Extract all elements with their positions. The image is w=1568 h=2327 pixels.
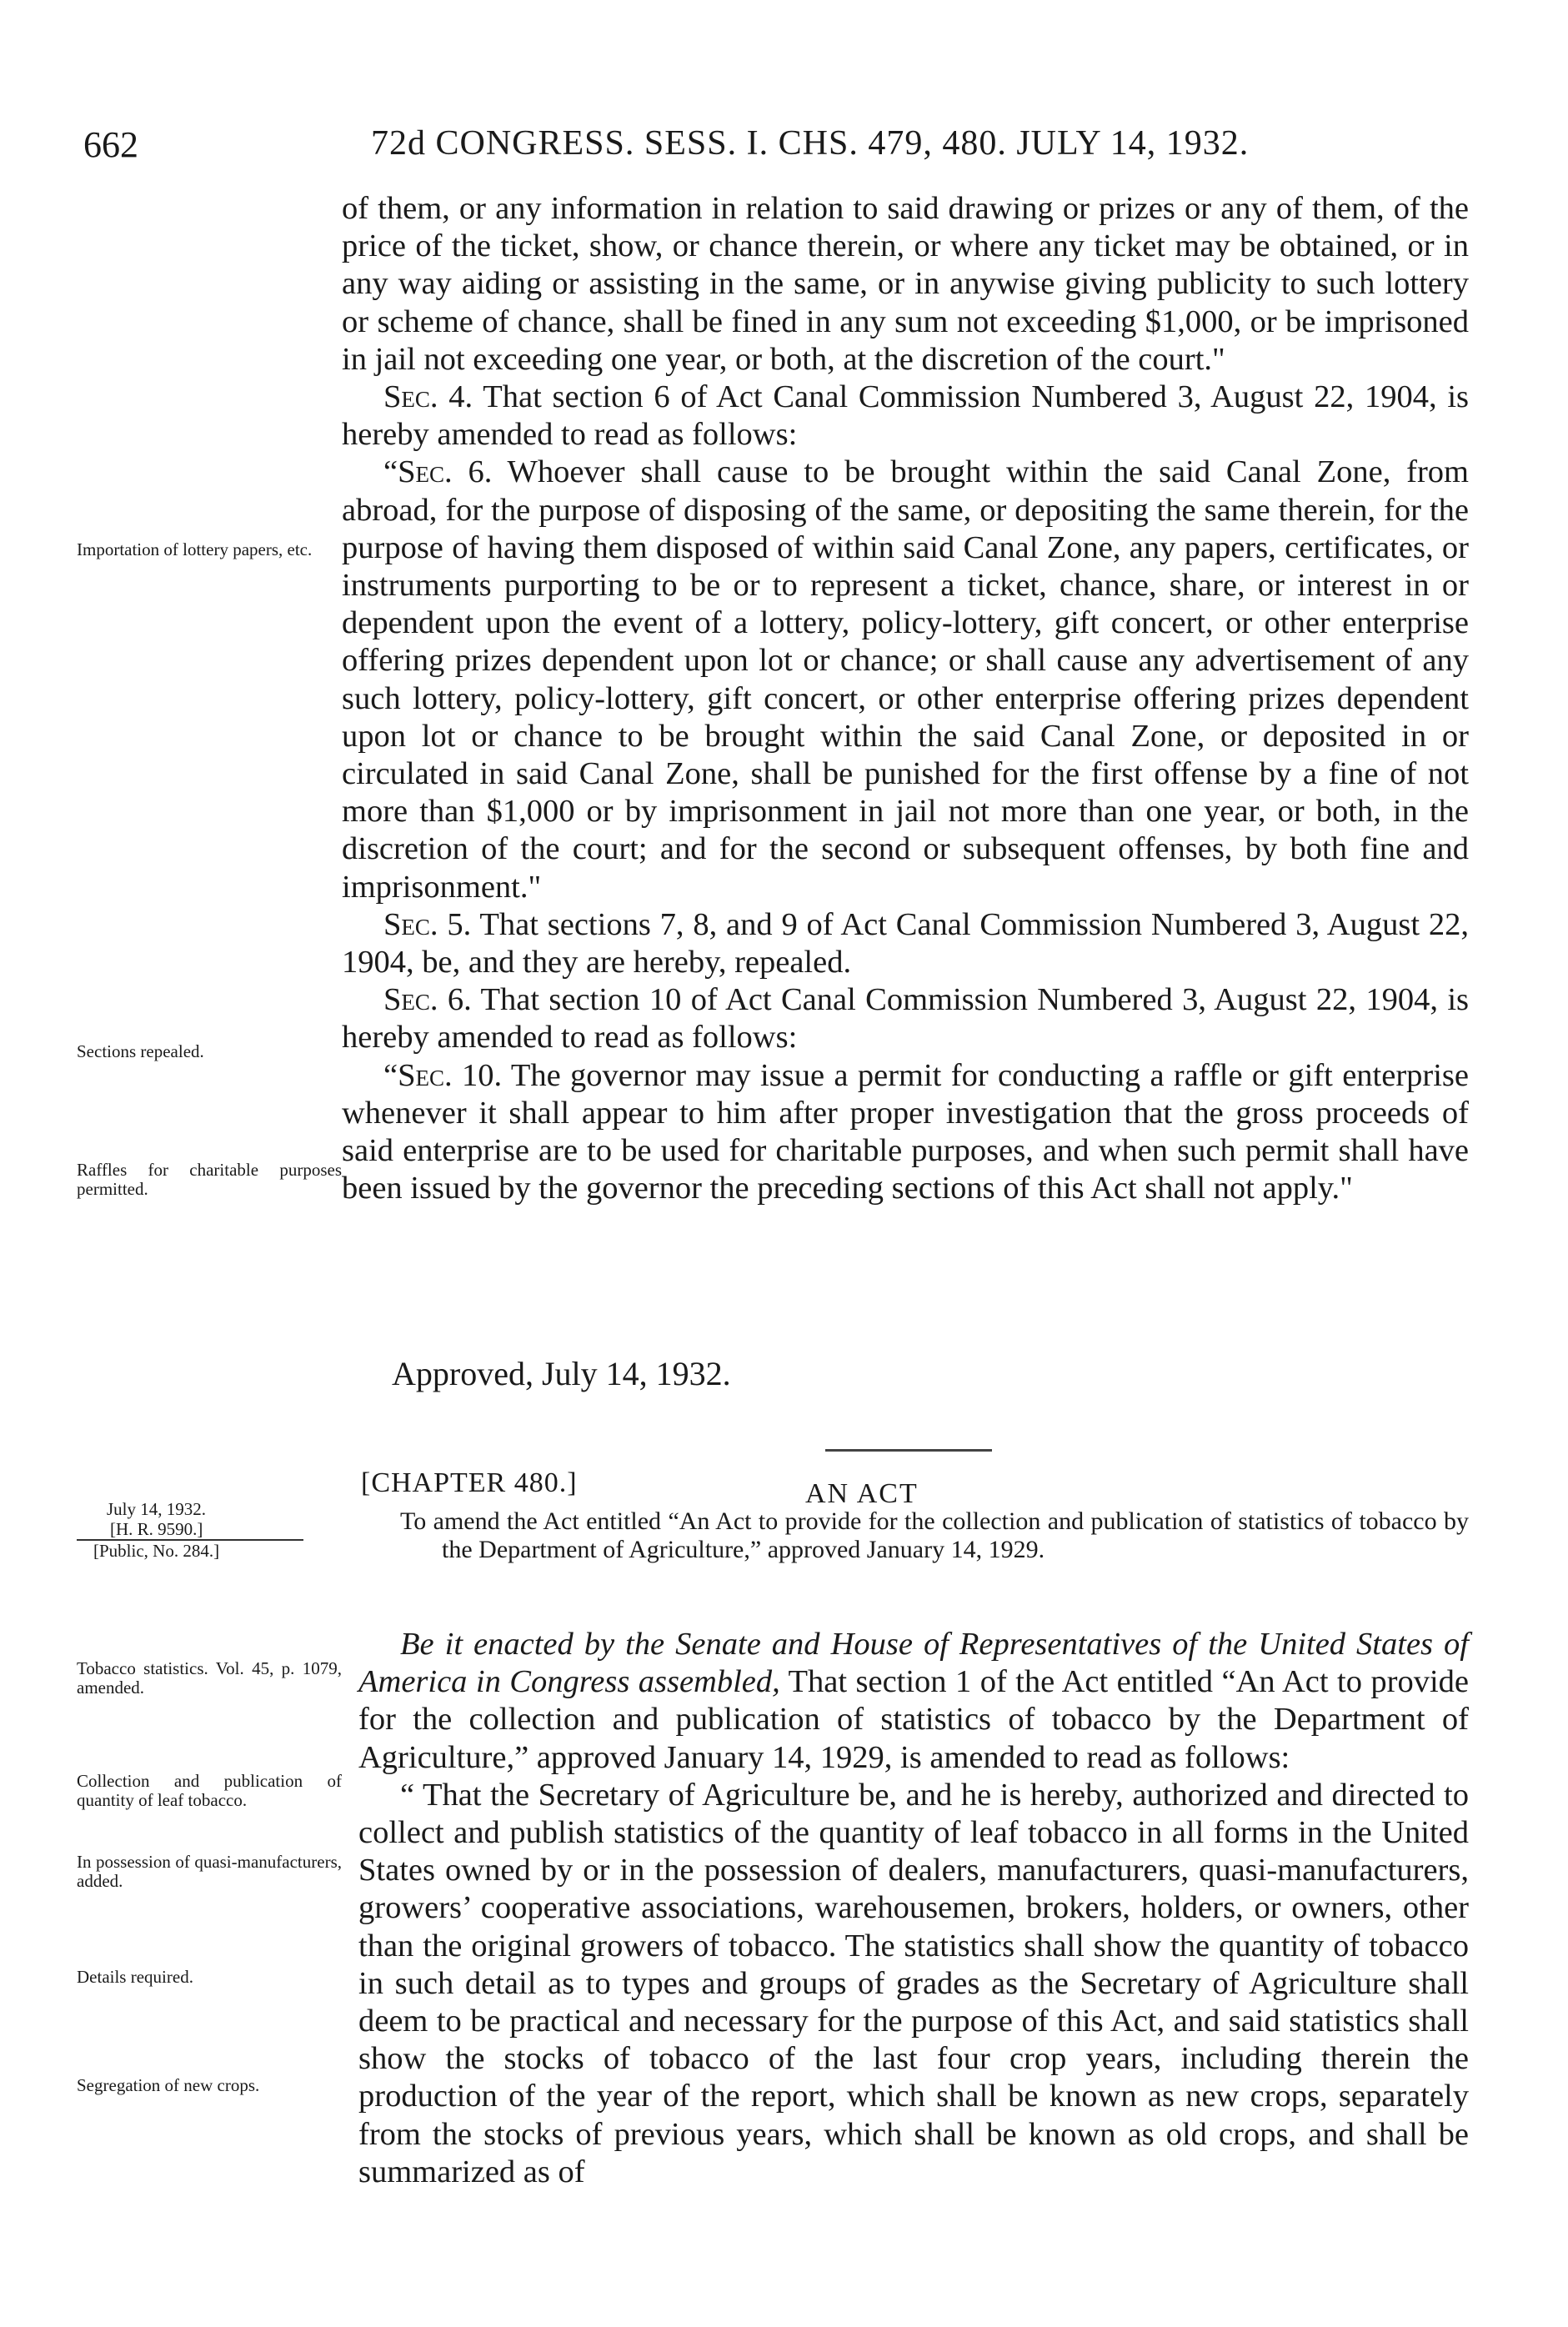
act-title: AN ACT xyxy=(805,1478,919,1509)
section-5-paragraph xyxy=(342,906,1469,981)
margin-note-importation: Importation of lottery papers, etc. xyxy=(77,539,313,559)
section-label: Sec. xyxy=(398,454,453,490)
section-4-text: 4. That section 6 of Act Canal Commission Numbered 3, August 22, 1904, is hereby amended to read as follows: xyxy=(342,379,1469,453)
section-5-text: 5. That sections 7, 8, and 9 of Act Canal Commission Numbered 3, August 22, 1904, be, and they are hereby, repealed. xyxy=(342,906,1469,980)
chapter-heading: [CHAPTER 480.] xyxy=(361,1467,578,1498)
margin-note-segregation: Segregation of new crops. xyxy=(77,2075,260,2095)
margin-note-collection: Collection and publication of quantity of leaf tobacco. xyxy=(77,1771,342,1810)
section-4-paragraph xyxy=(342,379,1469,454)
act-purpose xyxy=(400,1507,1469,1564)
chapter-479-body xyxy=(342,190,1469,1207)
margin-note-sections-repealed: Sections repealed. xyxy=(77,1041,204,1061)
section-4-quoted-text: 6. Whoever shall cause to be brought within the said Canal Zone, from abroad, for the purpose of disposing of the same, or depositing the same therein, for the purpose of having them disposed of within said Canal Zone, any papers, certificates, or instruments purporting to be or to represent a ticket, chance, share, or interest in or dependent upon the event of a lottery, policy-lottery, gift concert, or other enterprise offering prizes dependent upon lot or chance; or shall cause any advertisement of any such lottery, policy-lottery, gift concert, or other enterprise offering prizes dependent upon lot or chance to be brought within the said Canal Zone, or deposited in or circulated in said Canal Zone, shall be punished for the first offense by a fine of not more than $1,000 or by imprisonment in jail not more than one year, or both, in the discretion of the court; and for the second or subsequent offenses, by both fine and imprisonment." xyxy=(342,454,1469,905)
open-quote: “ xyxy=(383,454,398,490)
section-6-paragraph xyxy=(342,981,1469,1056)
page-number: 662 xyxy=(83,124,138,165)
bill-number: [H. R. 9590.] xyxy=(77,1519,303,1541)
public-law-number: [Public, No. 284.] xyxy=(93,1541,220,1561)
act-purpose-text: To amend the Act entitled “An Act to provide for the collection and publication of statistics of tobacco by the Department of Agriculture,” approved January 14, 1929. xyxy=(400,1507,1469,1563)
chapter-480-body xyxy=(358,1626,1469,2191)
continuation-paragraph: of them, or any information in relation to said drawing or prizes or any of them, of the price of the ticket, show, or chance therein, or where any ticket may be obtained, or in any way aiding or assisting in the same, or in anywise giving publicity to such lottery or scheme of chance, shall be fined in any sum not exceeding $1,000, or be imprisoned in jail not exceeding one year, or both, at the discretion of the court." xyxy=(342,191,1469,377)
margin-note-tobacco-statistics: Tobacco statistics. Vol. 45, p. 1079, amended. xyxy=(77,1658,342,1698)
enacting-clause: Be it enacted by the Senate and House of Representatives of the United States of America in Congress assembled, xyxy=(358,1627,1469,1700)
section-6-quoted-paragraph xyxy=(342,1057,1469,1208)
section-6-text: 6. That section 10 of Act Canal Commission Numbered 3, August 22, 1904, is hereby amended to read as follows: xyxy=(342,982,1469,1056)
chapter-divider-rule xyxy=(825,1449,992,1452)
section-label: Sec. xyxy=(383,982,438,1018)
running-head: 72d CONGRESS. SESS. I. CHS. 479, 480. JULY 14, 1932. xyxy=(371,124,1250,163)
approval-line: Approved, July 14, 1932. xyxy=(392,1355,731,1392)
section-6-quoted-text: 10. The governor may issue a permit for conducting a raffle or gift enterprise whenever it shall appear to him after proper investigation that the gross proceeds of said enterprise are to be used for charitable purposes, and when such permit shall have been issued by the governor the preceding sections of this Act shall not apply." xyxy=(342,1057,1469,1206)
section-label: Sec. xyxy=(383,379,438,415)
act-date: July 14, 1932. xyxy=(107,1499,207,1519)
section-label: Sec. xyxy=(383,906,438,942)
margin-note-possession: In possession of quasi-manufacturers, added. xyxy=(77,1852,342,1891)
enacting-rest: That section 1 of the Act entitled “An Act to provide for the collection and publication of statistics of tobacco by the Department of Agriculture,” approved January 14, 1929, is amended to read as follows: xyxy=(358,1664,1469,1775)
margin-note-raffles: Raffles for charitable purposes permitted. xyxy=(77,1160,342,1199)
section-4-quoted-paragraph xyxy=(342,454,1469,905)
section-label: Sec. xyxy=(398,1057,453,1093)
quoted-section-paragraph: “ That the Secretary of Agriculture be, and he is hereby, authorized and directed to collect and publish statistics of the quantity of leaf tobacco in all forms in the United States owned by or in the possession of dealers, manufacturers, quasi-manufacturers, growers’ cooperative associations, warehousemen, brokers, holders, or owners, other than the original growers of tobacco. The statistics shall show the quantity of tobacco in such detail as to types and groups of grades as the Secretary of Agriculture shall deem to be practical and necessary for the purpose of this Act, and said statistics shall show the stocks of tobacco of the last four crop years, including therein the production of the year of the report, which shall be known as new crops, separately from the stocks of previous years, which shall be known as old crops, and shall be summarized as of xyxy=(358,1777,1469,2189)
enacting-paragraph xyxy=(358,1626,1469,1777)
margin-note-details-required: Details required. xyxy=(77,1967,193,1987)
statute-reference-block xyxy=(77,1499,343,1561)
open-quote: “ xyxy=(383,1057,398,1093)
